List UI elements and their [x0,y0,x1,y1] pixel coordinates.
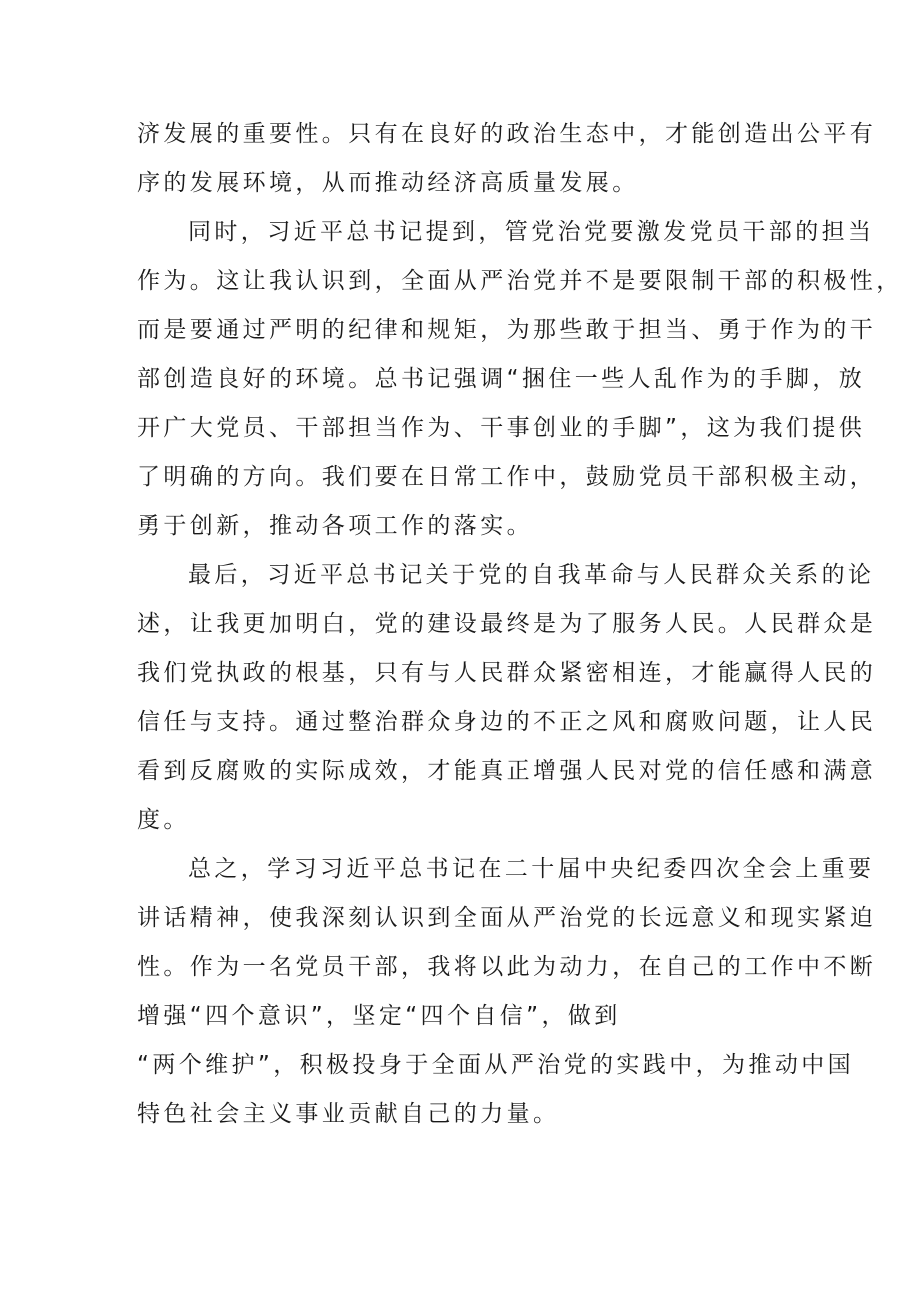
text-line: 讲话精神，使我深刻认识到全面从严治党的长远意义和现实紧迫 [137,905,877,931]
text-line: 最后，习近平总书记关于党的自我革命与人民群众关系的论 [188,562,875,588]
text-line: 同时，习近平总书记提到，管党治党要激发党员干部的担当 [188,219,875,245]
text-line: 勇于创新，推动各项工作的落实。 [137,513,533,539]
text-line: 济发展的重要性。只有在良好的政治生态中，才能创造出公平有 [137,121,877,147]
text-line: 性。作为一名党员干部，我将以此为动力，在自己的工作中不断 [137,954,877,980]
text-line: 部创造良好的环境。总书记强调“捆住一些人乱作为的手脚，放 [137,366,866,392]
text-line: 序的发展环境，从而推动经济高质量发展。 [137,170,639,196]
text-line: 度。 [137,807,190,833]
text-line: 信任与支持。通过整治群众身边的不正之风和腐败问题，让人民 [137,709,877,735]
text-line: 作为。这让我认识到，全面从严治党并不是要限制干部的积极性， [137,268,903,294]
text-line: 增强“四个意识”，坚定“四个自信”，做到 [137,1003,621,1029]
text-line: 而是要通过严明的纪律和规矩，为那些敢于担当、勇于作为的干 [137,317,877,343]
text-line: 了明确的方向。我们要在日常工作中，鼓励党员干部积极主动， [137,464,877,490]
text-line: “两个维护”，积极投身于全面从严治党的实践中，为推动中国 [137,1052,855,1078]
text-line: 述，让我更加明白，党的建设最终是为了服务人民。人民群众是 [137,611,877,637]
text-line: 特色社会主义事业贡献自己的力量。 [137,1101,560,1127]
text-line: 我们党执政的根基，只有与人民群众紧密相连，才能赢得人民的 [137,660,877,686]
text-line: 看到反腐败的实际成效，才能真正增强人民对党的信任感和满意 [137,758,877,784]
text-line: 总之，学习习近平总书记在二十届中央纪委四次全会上重要 [188,856,875,882]
text-line: 开广大党员、干部担当作为、干事创业的手脚”，这为我们提供 [137,415,866,441]
